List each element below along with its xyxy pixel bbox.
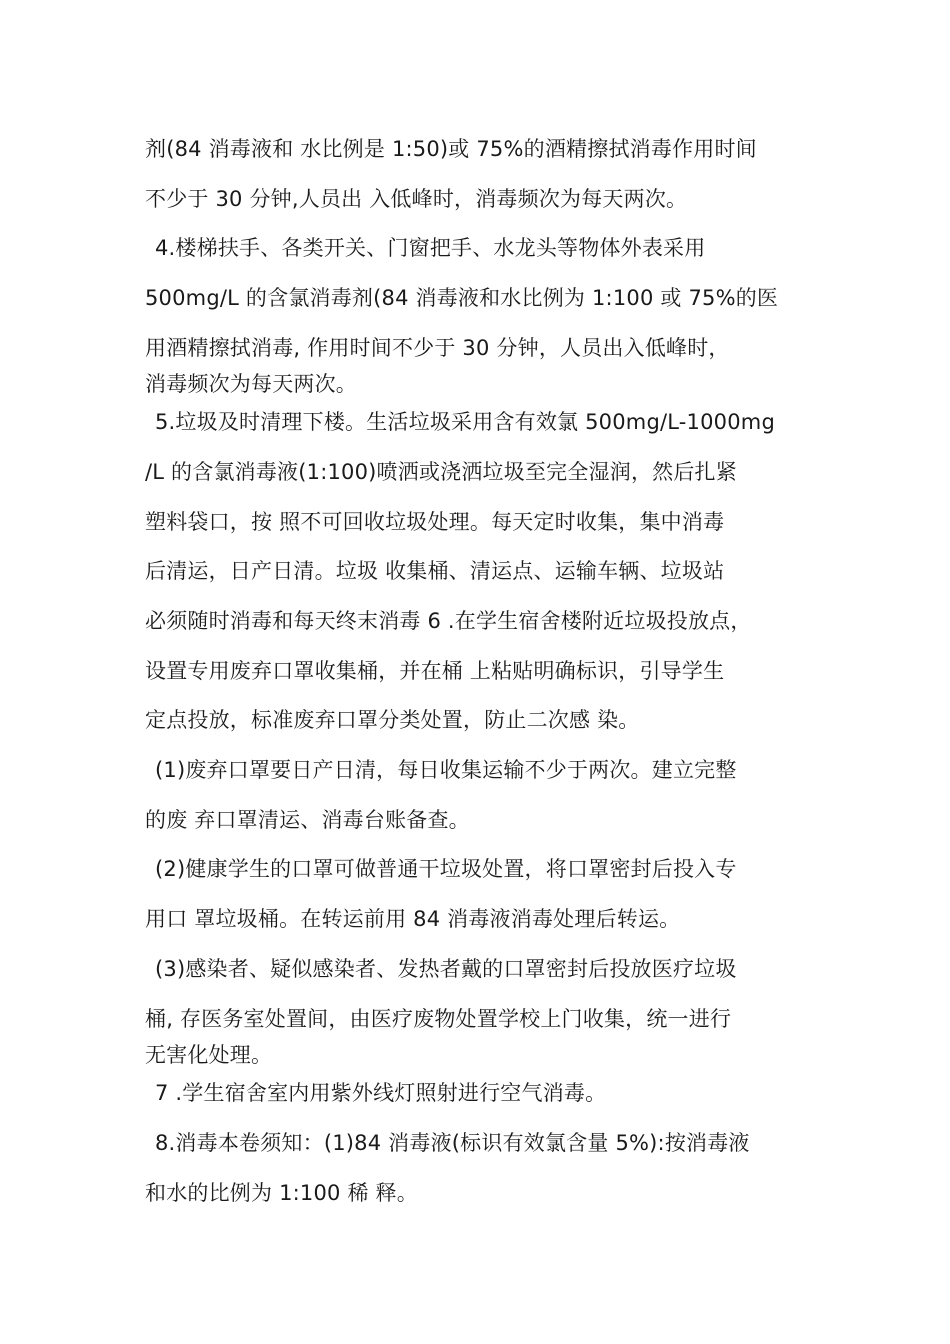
text-line: 后清运，日产日清。垃圾 收集桶、清运点、运输车辆、垃圾站	[145, 559, 725, 583]
text-line: 和水的比例为 1:100 稀 释。	[145, 1181, 418, 1205]
text-line: 桶, 存医务室处置间，由医疗废物处置学校上门收集，统一进行	[145, 1007, 732, 1031]
text-line: 剂(84 消毒液和 水比例是 1:50)或 75%的酒精擦拭消毒作用时间	[145, 137, 757, 161]
text-line: (1)废弃口罩要日产日清，每日收集运输不少于两次。建立完整	[155, 758, 737, 782]
text-line: 的废 弃口罩清运、消毒台账备查。	[145, 808, 470, 832]
text-line: 塑料袋口，按 照不可回收垃圾处理。每天定时收集，集中消毒	[145, 510, 725, 534]
text-line: 500mg/L 的含氯消毒剂(84 消毒液和水比例为 1:100 或 75%的医	[145, 286, 779, 310]
text-line: 必须随时消毒和每天终末消毒 6 .在学生宿舍楼附近垃圾投放点，	[145, 609, 752, 633]
text-line: 消毒频次为每天两次。	[145, 372, 357, 396]
text-line: 8.消毒本卷须知：(1)84 消毒液(标识有效氯含量 5%):按消毒液	[155, 1131, 750, 1155]
text-line: 4.楼梯扶手、各类开关、门窗把手、水龙头等物体外表采用	[155, 236, 706, 260]
text-line: 用口 罩垃圾桶。在转运前用 84 消毒液消毒处理后转运。	[145, 907, 681, 931]
text-line: 5.垃圾及时清理下楼。生活垃圾采用含有效氯 500mg/L-1000mg	[155, 410, 775, 434]
text-line: 设置专用废弃口罩收集桶，并在桶 上粘贴明确标识，引导学生	[145, 659, 725, 683]
text-line: 7 .学生宿舍室内用紫外线灯照射进行空气消毒。	[155, 1081, 607, 1105]
text-line: 用酒精擦拭消毒, 作用时间不少于 30 分钟，人员出入低峰时，	[145, 336, 730, 360]
text-line: (3)感染者、疑似感染者、发热者戴的口罩密封后投放医疗垃圾	[155, 957, 737, 981]
text-line: (2)健康学生的口罩可做普通干垃圾处置，将口罩密封后投入专	[155, 857, 737, 881]
text-line: 定点投放，标准废弃口罩分类处置，防止二次感 染。	[145, 708, 640, 732]
text-line: 无害化处理。	[145, 1043, 273, 1067]
text-line: /L 的含氯消毒液(1:100)喷洒或浇洒垃圾至完全湿润，然后扎紧	[145, 460, 737, 484]
text-line: 不少于 30 分钟,人员出 入低峰时，消毒频次为每天两次。	[145, 187, 688, 211]
